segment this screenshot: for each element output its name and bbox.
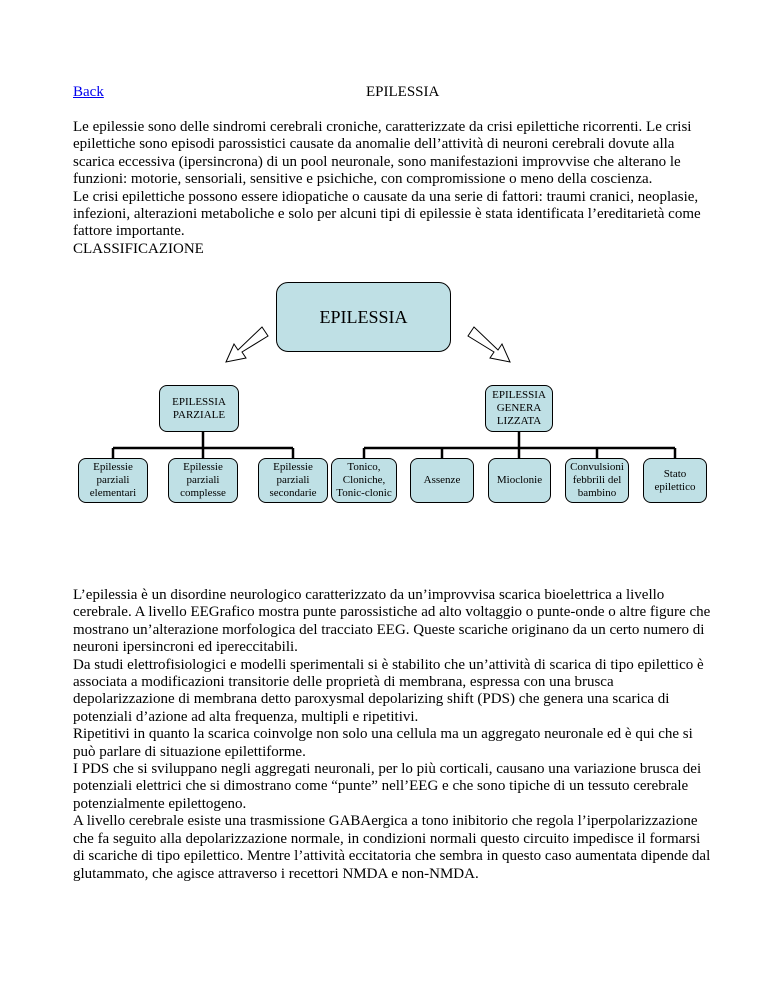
body-line: cerebrale. A livello EEGrafico mostra punte parossistiche ad alto voltaggio o punte-onde o altre figure che: [73, 604, 711, 621]
arrow-down-left-icon: [226, 327, 268, 362]
node-root: [276, 282, 451, 352]
node-label: Epilessie: [93, 461, 133, 473]
intro-line: epilettiche sono episodi parossistici causate da anomalie dell’attività di neuroni cerebrali dovute alla: [73, 136, 675, 153]
body-line: di scariche di tipo epilettico. Mentre l’attività eccitatoria che sembra in questo caso aumentata dipende dal: [73, 848, 711, 865]
node-label: PARZIALE: [172, 408, 226, 421]
arrow-down-right-icon: [468, 327, 510, 362]
node-label: Epilessie: [273, 461, 313, 473]
body-line: che fa seguito alla depolarizzazione normale, in condizioni normali questo circuito impedisce il formarsi: [73, 830, 701, 847]
node-assenze: [410, 458, 474, 503]
node-label: Tonico,: [347, 461, 381, 473]
intro-line: scarica eccessiva (ipersincrona) di un pool neuronale, sono manifestazioni improvvise che alterano le: [73, 153, 681, 170]
back-link[interactable]: Back: [73, 84, 104, 100]
node-label: EPILESSIA: [319, 306, 408, 327]
node-label: LIZZATA: [496, 415, 542, 427]
body-line: neuroni ipersincroni ed ipereccitabili.: [73, 639, 298, 656]
node-epilessia-generalizzata: [485, 385, 553, 432]
body-line: potenziali elettrici che si dimostrano come “punte” nell’EEG e che sono tipiche di un tessuto cerebrale: [73, 778, 689, 795]
body-line: potenzialmente epilettogeno.: [73, 795, 247, 812]
body-line: Da studi elettrofisiologici e modelli sperimentali si è stabilito che un’attività di scarica di tipo epilettico è: [73, 656, 704, 673]
node-epilessia-parziale: [159, 385, 239, 432]
node-label: GENERA: [496, 402, 542, 414]
body-line: Ripetitivi in quanto la scarica coinvolge non solo una cellula ma un aggregato neuronale ed è qui che si: [73, 726, 693, 743]
node-label: EPILESSIA: [172, 395, 226, 408]
body-line: associata a modificazioni transitorie delle proprietà di membrana, espressa con una brusca: [73, 674, 614, 691]
intro-line: funzioni: motorie, sensoriali, sensitive e psichiche, con compromissione o meno della coscienza.: [73, 171, 653, 188]
intro-line: fattore importante.: [73, 223, 185, 240]
node-parziali-secondarie: [258, 458, 328, 503]
node-label: complesse: [180, 487, 226, 499]
intro-paragraph: [73, 119, 723, 258]
node-label: Convulsioni: [570, 461, 624, 473]
intro-line: infezioni, alterazioni metaboliche e solo per alcuni tipi di epilessie è stata identificata l’ereditarietà come: [73, 206, 701, 223]
header-line: [73, 84, 713, 104]
node-parziali-complesse: [168, 458, 238, 503]
body-line: può parlare di situazione epilettiforme.: [73, 743, 306, 760]
node-label: secondarie: [269, 487, 317, 499]
node-label: Tonic-clonic: [336, 487, 392, 499]
node-convulsioni-febbrili: [565, 458, 629, 503]
node-label: parziali: [276, 474, 310, 486]
node-label: Stato: [663, 467, 687, 480]
body-line: glutammato, che agisce attraverso i recettori NMDA e non-NMDA.: [73, 865, 479, 882]
section-heading: CLASSIFICAZIONE: [73, 240, 204, 257]
body-line: potenziali d’azione ad alta frequenza, multipli e ripetitivi.: [73, 708, 419, 725]
intro-line: Le epilessie sono delle sindromi cerebrali croniche, caratterizzate da crisi epilettiche ricorrenti. Le crisi: [73, 119, 692, 135]
page-title: EPILESSIA: [366, 84, 440, 100]
node-mioclonie: [488, 458, 551, 503]
body-line: I PDS che si sviluppano negli aggregati neuronali, per lo più corticali, causano una variazione brusca dei: [73, 761, 702, 778]
node-label: Assenze: [423, 474, 461, 486]
node-label: epilettico: [654, 480, 696, 493]
node-label: febbrili del: [572, 474, 622, 486]
node-label: parziali: [96, 474, 130, 486]
node-label: EPILESSIA: [492, 389, 546, 401]
node-parziali-elementari: [78, 458, 148, 503]
body-paragraph: [73, 587, 723, 883]
body-line: mostrano un’alterazione morfologica del tracciato EEG. Queste scariche originano da un certo numero di: [73, 621, 705, 638]
body-line: L’epilessia è un disordine neurologico caratterizzato da un’improvvisa scarica bioelettrica a livello: [73, 587, 665, 603]
node-label: elementari: [89, 487, 137, 499]
node-label: parziali: [186, 474, 220, 486]
body-line: A livello cerebrale esiste una trasmissione GABAergica a tono inibitorio che regola l’iperpolarizzazione: [73, 813, 698, 830]
node-label: Mioclonie: [496, 474, 543, 486]
node-stato-epilettico: [643, 458, 707, 503]
node-tonico-cloniche: [331, 458, 397, 503]
intro-line: Le crisi epilettiche possono essere idiopatiche o causate da una serie di fattori: traumi cranici, neoplasie,: [73, 188, 699, 205]
node-label: Epilessie: [183, 461, 223, 473]
body-line: depolarizzazione di membrana detto paroxysmal depolarizing shift (PDS) che genera una scarica di: [73, 691, 670, 708]
node-label: bambino: [577, 487, 617, 499]
node-label: Cloniche,: [342, 474, 386, 486]
